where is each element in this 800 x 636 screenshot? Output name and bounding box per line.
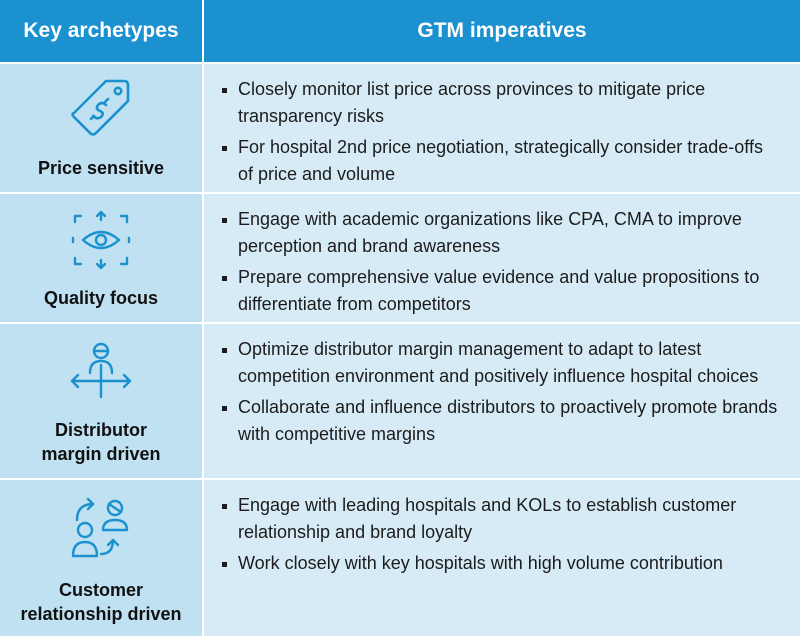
archetype-label: Quality focus <box>43 288 159 308</box>
eye-focus-icon <box>69 194 133 286</box>
archetype-quality-focus <box>0 192 204 322</box>
imperatives-price-sensitive <box>204 62 800 192</box>
header-gtm-imperatives: GTM imperatives <box>204 0 800 62</box>
archetype-price-sensitive <box>0 62 204 192</box>
list-item: Engage with academic organizations like CPA, CMA to improve perception and brand awareness <box>222 206 780 260</box>
imperatives-distributor-margin <box>204 322 800 478</box>
list-item: For hospital 2nd price negotiation, strategically consider trade-offs of price and volume <box>222 134 780 188</box>
price-tag-icon <box>66 64 136 156</box>
list-item: Work closely with key hospitals with high volume contribution <box>222 550 780 577</box>
archetype-customer-relationship <box>0 478 204 636</box>
archetype-label: Price sensitive <box>37 158 165 178</box>
archetype-label: Customer relationship driven <box>20 580 182 624</box>
header-key-archetypes: Key archetypes <box>0 0 204 62</box>
list-item: Optimize distributor margin management to adapt to latest competition environment and positively influence hospital choices <box>222 336 780 390</box>
archetype-distributor-margin <box>0 322 204 478</box>
people-exchange-icon <box>65 480 137 578</box>
list-item: Prepare comprehensive value evidence and value propositions to differentiate from competitors <box>222 264 780 318</box>
list-item: Engage with leading hospitals and KOLs to establish customer relationship and brand loyalty <box>222 492 780 546</box>
list-item: Closely monitor list price across provinces to mitigate price transparency risks <box>222 76 780 130</box>
person-balance-icon <box>66 324 136 418</box>
archetype-label: Distributor margin driven <box>41 420 161 464</box>
list-item: Collaborate and influence distributors to proactively promote brands with competitive margins <box>222 394 780 448</box>
imperatives-quality-focus <box>204 192 800 322</box>
imperatives-customer-relationship <box>204 478 800 636</box>
